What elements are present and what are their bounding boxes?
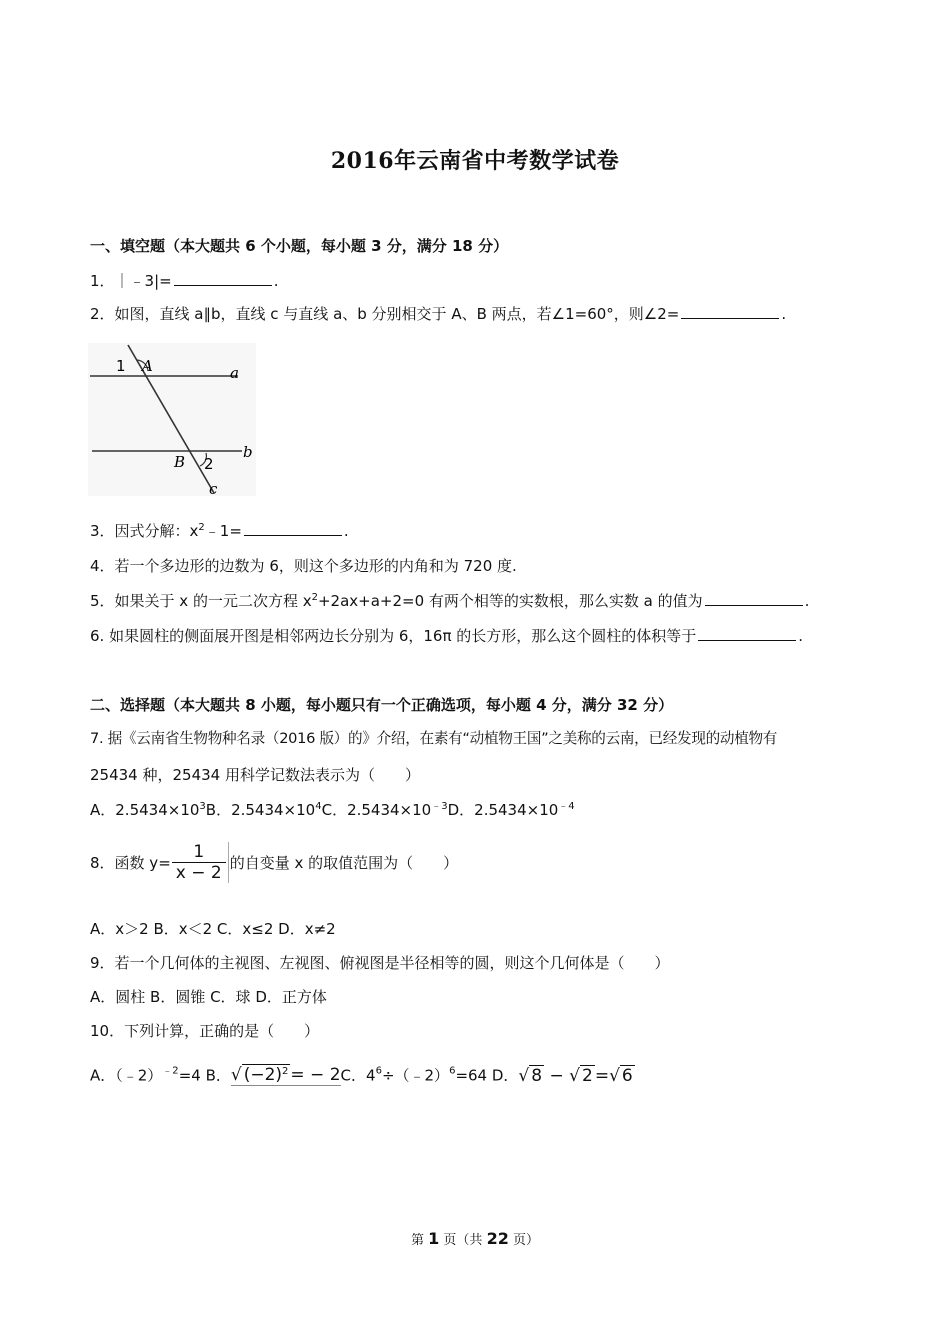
question-8-text: 8．函数 y= bbox=[90, 854, 171, 872]
question-1-text: 1．｜﹣3|= bbox=[90, 272, 172, 290]
label-line-c: c bbox=[209, 480, 218, 496]
answer-blank bbox=[174, 271, 272, 286]
exponent: ﹣4 bbox=[558, 801, 575, 812]
radicand: 2 bbox=[582, 1065, 593, 1086]
question-7-line-1: 7. 据《云南省生物物种名录（2016 版）的》介绍，在素有“动植物王国”之美称的云南，已经发现的动植物有 bbox=[90, 730, 778, 747]
question-5-text: 5．如果关于 x 的一元二次方程 x bbox=[90, 592, 312, 610]
question-2-end: . bbox=[781, 305, 787, 323]
option-c: C．4 bbox=[340, 1066, 376, 1085]
question-7-options bbox=[90, 799, 575, 820]
option-c: C．2.5434×10 bbox=[321, 801, 432, 819]
question-2-text: 2．如图，直线 a∥b，直线 c 与直线 a、b 分别相交于 A、B 两点，若∠1=60°，则∠2= bbox=[90, 305, 680, 323]
label-line-a: a bbox=[230, 364, 239, 382]
answer-blank bbox=[705, 591, 803, 606]
fraction-denominator: x − 2 bbox=[175, 863, 222, 883]
footer-text: 页） bbox=[508, 1233, 539, 1248]
answer-blank bbox=[698, 626, 796, 641]
option-d: D．2.5434×10 bbox=[447, 801, 559, 819]
operator: − bbox=[544, 1065, 570, 1086]
page-number: 1 bbox=[428, 1229, 440, 1248]
option-c-expr: ÷（﹣2） bbox=[381, 1066, 450, 1085]
exponent: 3 bbox=[199, 801, 206, 812]
question-6-text: 6. 如果圆柱的侧面展开图是相邻两边长分别为 6，16π 的长方形，那么这个圆柱的体积等于 bbox=[90, 627, 697, 645]
question-3-end: . bbox=[343, 522, 349, 540]
option-d-formula: √ 8 − √ 2 =√ 6 bbox=[518, 1065, 633, 1086]
radicand: 8 bbox=[531, 1065, 543, 1086]
label-point-a: A bbox=[142, 357, 153, 375]
question-9-options: A．圆柱 B．圆锥 C．球 D．正方体 bbox=[90, 988, 327, 1006]
formula-result: = − 2 bbox=[290, 1065, 341, 1085]
page-title: 2016年云南省中考数学试卷 bbox=[330, 148, 620, 174]
question-10: 10．下列计算，正确的是（ ） bbox=[90, 1022, 320, 1040]
question-3 bbox=[90, 520, 349, 541]
question-5-end: . bbox=[804, 592, 810, 610]
option-d-label: =64 D． bbox=[455, 1066, 519, 1085]
answer-blank bbox=[681, 304, 779, 319]
exponent: 4 bbox=[315, 801, 322, 812]
fraction-numerator: 1 bbox=[172, 842, 226, 863]
footer-text: 页（共 bbox=[439, 1233, 487, 1248]
answer-blank bbox=[244, 521, 342, 536]
operator: = bbox=[594, 1065, 610, 1086]
question-3-text: 3．因式分解：x bbox=[90, 522, 199, 540]
question-8 bbox=[90, 842, 458, 883]
footer-text: 第 bbox=[411, 1233, 429, 1248]
exponent: 6 bbox=[375, 1065, 382, 1077]
question-9: 9．若一个几何体的主视图、左视图、俯视图是半径相等的圆，则这个几何体是（ ） bbox=[90, 954, 670, 972]
question-8-options: A．x＞2 B．x＜2 C．x≤2 D．x≠2 bbox=[90, 920, 336, 938]
question-1-end: . bbox=[273, 272, 279, 290]
question-8-tail: 的自变量 x 的取值范围为（ ） bbox=[229, 854, 459, 872]
question-5 bbox=[90, 590, 809, 611]
label-angle-2: 2 bbox=[204, 455, 214, 473]
question-1 bbox=[90, 270, 279, 291]
question-5-expr: +2ax+a+2=0 有两个相等的实数根，那么实数 a 的值为 bbox=[317, 592, 703, 610]
question-3-expr: ﹣1= bbox=[204, 522, 242, 540]
exponent: 2 bbox=[198, 522, 205, 533]
question-10-options bbox=[90, 1064, 635, 1086]
option-b: B．2.5434×10 bbox=[205, 801, 316, 819]
label-angle-1: 1 bbox=[116, 357, 126, 375]
label-line-b: b bbox=[243, 443, 253, 461]
question-6 bbox=[90, 625, 803, 646]
exponent: ﹣3 bbox=[431, 801, 448, 812]
label-point-b: B bbox=[174, 453, 186, 471]
radicand: 6 bbox=[621, 1065, 633, 1086]
section-fill-in-heading: 一、填空题（本大题共 6 个小题，每小题 3 分，满分 18 分） bbox=[90, 237, 509, 255]
option-a: A．（﹣2） bbox=[90, 1066, 163, 1085]
parallel-lines-figure bbox=[88, 343, 256, 496]
radicand: (−2) bbox=[243, 1065, 283, 1085]
page-total: 22 bbox=[486, 1229, 509, 1248]
exponent: 2 bbox=[282, 1066, 289, 1077]
fraction bbox=[172, 842, 229, 883]
section-choice-heading: 二、选择题（本大题共 8 小题，每小题只有一个正确选项，每小题 4 分，满分 32 分） bbox=[90, 696, 674, 714]
exponent: 6 bbox=[449, 1065, 456, 1077]
option-a: A．2.5434×10 bbox=[90, 801, 200, 819]
question-7-line-2: 25434 种，25434 用科学记数法表示为（ ） bbox=[90, 766, 420, 784]
page-footer bbox=[0, 1229, 950, 1248]
option-b-formula: √ $(-2)^2$ = − 2 bbox=[230, 1065, 341, 1085]
question-4: 4．若一个多边形的边数为 6，则这个多边形的内角和为 720 度. bbox=[90, 557, 517, 575]
question-2 bbox=[90, 303, 786, 324]
question-6-end: . bbox=[798, 627, 804, 645]
option-b-label: =4 B． bbox=[178, 1066, 231, 1085]
exponent: ﹣2 bbox=[162, 1065, 179, 1077]
exponent: 2 bbox=[311, 592, 318, 603]
